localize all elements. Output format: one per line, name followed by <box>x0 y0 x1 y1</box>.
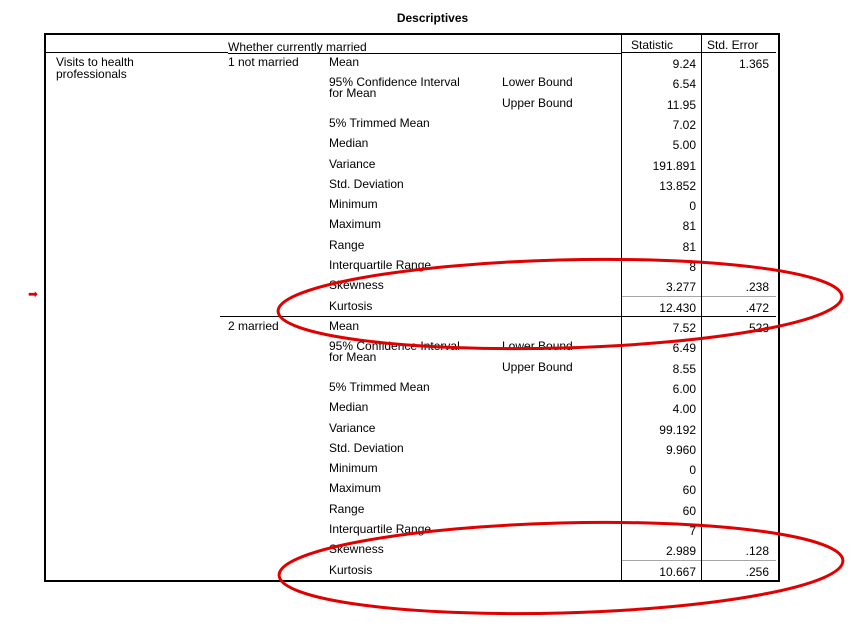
grouping-header: Whether currently married <box>228 40 367 54</box>
std-error-value: .472 <box>745 301 769 315</box>
col-sep-stat <box>621 33 622 580</box>
statistic-value: 7.02 <box>672 118 696 132</box>
col-sep-se <box>701 33 702 580</box>
stat-label: 95% Confidence Interval <box>329 75 460 89</box>
stat-label: Variance <box>329 421 376 435</box>
std-error-value: 1.365 <box>738 57 769 71</box>
group-divider <box>220 316 776 317</box>
bound-label: Upper Bound <box>502 96 573 110</box>
statistic-value: 7 <box>689 524 696 538</box>
statistic-value: 4.00 <box>672 402 696 416</box>
statistic-value: 81 <box>682 240 696 254</box>
stat-label: Maximum <box>329 217 382 231</box>
statistic-value: 8.55 <box>672 362 696 376</box>
statistic-value: 2.989 <box>665 544 696 558</box>
statistic-value: 81 <box>682 219 696 233</box>
statistic-value: 3.277 <box>665 280 696 294</box>
std-error-value: .523 <box>745 321 769 335</box>
statistic-value: 12.430 <box>659 301 696 315</box>
statistic-value: 9.960 <box>665 443 696 457</box>
stat-label: Maximum <box>329 481 382 495</box>
stat-label: Mean <box>329 55 360 69</box>
stat-label: Mean <box>329 319 360 333</box>
statistic-value: 99.192 <box>659 423 696 437</box>
stat-label: 5% Trimmed Mean <box>329 380 430 394</box>
stat-label: Range <box>329 502 365 516</box>
std-error-value: .256 <box>745 565 769 579</box>
stat-label: Interquartile Range <box>329 522 432 536</box>
skewness-rule <box>621 560 776 561</box>
statistic-value: 6.54 <box>672 77 696 91</box>
stat-label: Variance <box>329 157 376 171</box>
stat-label: Median <box>329 136 369 150</box>
statistic-value: 191.891 <box>652 159 696 173</box>
stat-label: Std. Deviation <box>329 441 404 455</box>
statistic-value: 8 <box>689 260 696 274</box>
table-title: Descriptives <box>396 11 469 25</box>
statistic-value: 9.24 <box>672 57 696 71</box>
std-error-value: .238 <box>745 280 769 294</box>
stat-label: Minimum <box>329 197 378 211</box>
group-label-not-married: 1 not married <box>228 55 299 69</box>
stat-label: Interquartile Range <box>329 258 432 272</box>
header-rule-right <box>621 52 776 53</box>
stat-label: Kurtosis <box>329 299 373 313</box>
bound-label: Lower Bound <box>502 75 573 89</box>
statistic-value: 6.49 <box>672 341 696 355</box>
variable-label-line1: Visits to health <box>56 55 134 69</box>
stat-label: Skewness <box>329 278 384 292</box>
statistic-value: 60 <box>682 483 696 497</box>
std-error-header: Std. Error <box>707 38 759 52</box>
stat-label-cont: for Mean <box>329 86 377 100</box>
stat-label-cont: for Mean <box>329 350 377 364</box>
statistic-value: 60 <box>682 504 696 518</box>
red-arrow-icon: ➡ <box>28 287 39 301</box>
stat-label: 5% Trimmed Mean <box>329 116 430 130</box>
std-error-value: .128 <box>745 544 769 558</box>
stat-label: 95% Confidence Interval <box>329 339 460 353</box>
statistic-value: 5.00 <box>672 138 696 152</box>
statistic-value: 7.52 <box>672 321 696 335</box>
stat-label: Skewness <box>329 542 384 556</box>
statistic-value: 10.667 <box>659 565 696 579</box>
stat-label: Kurtosis <box>329 563 373 577</box>
statistic-value: 0 <box>689 199 696 213</box>
statistic-value: 0 <box>689 463 696 477</box>
statistic-value: 11.95 <box>666 98 696 112</box>
variable-label-line2: professionals <box>56 67 127 81</box>
bound-label: Upper Bound <box>502 360 573 374</box>
skewness-rule <box>621 296 776 297</box>
bound-label: Lower Bound <box>502 339 573 353</box>
statistic-header: Statistic <box>631 38 674 52</box>
statistic-value: 13.852 <box>659 179 696 193</box>
header-rule-left <box>44 52 228 53</box>
stat-label: Minimum <box>329 461 378 475</box>
group-label-married: 2 married <box>228 319 279 333</box>
stat-label: Range <box>329 238 365 252</box>
stat-label: Median <box>329 400 369 414</box>
descriptives-table <box>44 33 778 580</box>
stat-label: Std. Deviation <box>329 177 404 191</box>
statistic-value: 6.00 <box>672 382 696 396</box>
